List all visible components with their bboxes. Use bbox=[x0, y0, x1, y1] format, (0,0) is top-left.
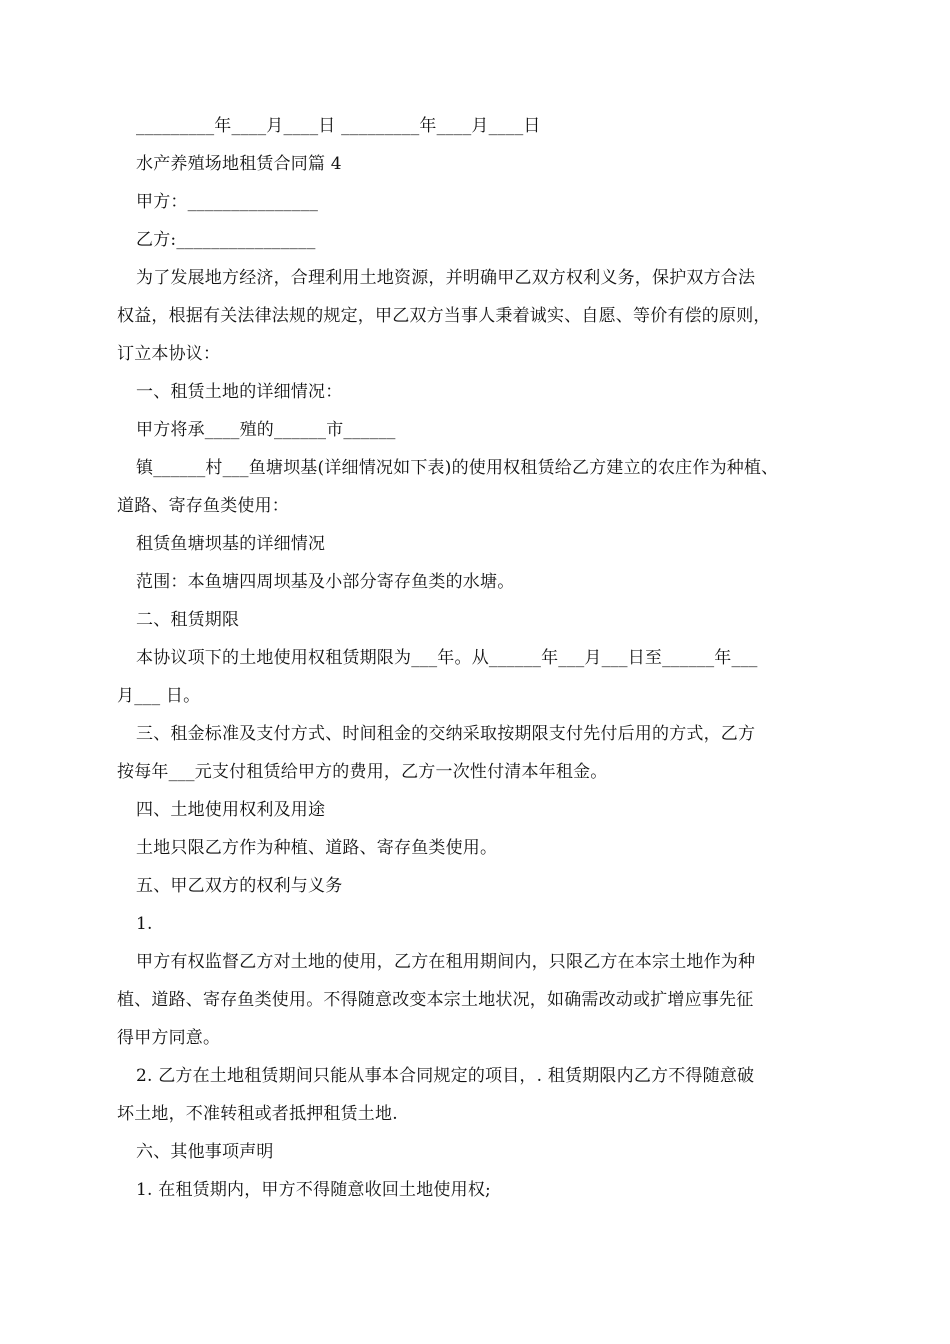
paragraph-line: 道路、寄存鱼类使用： bbox=[117, 496, 289, 516]
paragraph-line: 本协议项下的土地使用权租赁期限为___年。从______年___月___日至______年___ bbox=[136, 648, 758, 668]
paragraph-line: 范围：本鱼塘四周坝基及小部分寄存鱼类的水塘。 bbox=[136, 572, 515, 592]
paragraph-line: 为了发展地方经济，合理利用土地资源，并明确甲乙双方权利义务，保护双方合法 bbox=[136, 268, 756, 288]
list-number: 1. bbox=[136, 914, 153, 934]
section-title: 水产养殖场地租赁合同篇 4 bbox=[136, 154, 342, 174]
signature-date-line: _________年____月____日 _________年____月____日 bbox=[136, 116, 541, 136]
paragraph-line: 2. 乙方在土地租赁期间只能从事本合同规定的项目，. 租赁期限内乙方不得随意破 bbox=[136, 1066, 755, 1086]
heading-line: 四、土地使用权利及用途 bbox=[136, 800, 326, 820]
paragraph-line: 1. 在租赁期内，甲方不得随意收回土地使用权; bbox=[136, 1180, 491, 1200]
paragraph-line: 土地只限乙方作为种植、道路、寄存鱼类使用。 bbox=[136, 838, 498, 858]
paragraph-line: 按每年___元支付租赁给甲方的费用，乙方一次性付清本年租金。 bbox=[117, 762, 608, 782]
heading-line: 一、租赁土地的详细情况： bbox=[136, 382, 343, 402]
paragraph-line: 月___ 日。 bbox=[117, 686, 201, 706]
heading-line: 二、租赁期限 bbox=[136, 610, 240, 630]
heading-line: 六、其他事项声明 bbox=[136, 1142, 274, 1162]
paragraph-line: 镇______村___鱼塘坝基(详细情况如下表)的使用权租赁给乙方建立的农庄作为种植、 bbox=[136, 458, 779, 478]
paragraph-line: 订立本协议： bbox=[117, 344, 221, 364]
paragraph-line: 植、道路、寄存鱼类使用。不得随意改变本宗土地状况，如确需改动或扩增应事先征 bbox=[117, 990, 754, 1010]
party-b-line: 乙方:________________ bbox=[136, 230, 316, 250]
paragraph-line: 甲方将承____殖的______市______ bbox=[136, 420, 396, 440]
paragraph-line: 权益，根据有关法律法规的规定，甲乙双方当事人秉着诚实、自愿、等价有偿的原则， bbox=[117, 306, 771, 326]
paragraph-line: 三、租金标准及支付方式、时间租金的交纳采取按期限支付先付后用的方式，乙方 bbox=[136, 724, 756, 744]
paragraph-line: 得甲方同意。 bbox=[117, 1028, 221, 1048]
party-a-line: 甲方：_______________ bbox=[136, 192, 319, 212]
paragraph-line: 租赁鱼塘坝基的详细情况 bbox=[136, 534, 326, 554]
heading-line: 五、甲乙双方的权利与义务 bbox=[136, 876, 343, 896]
paragraph-line: 甲方有权监督乙方对土地的使用，乙方在租用期间内，只限乙方在本宗土地作为种 bbox=[136, 952, 756, 972]
paragraph-line: 坏土地，不准转租或者抵押租赁土地. bbox=[117, 1104, 398, 1124]
